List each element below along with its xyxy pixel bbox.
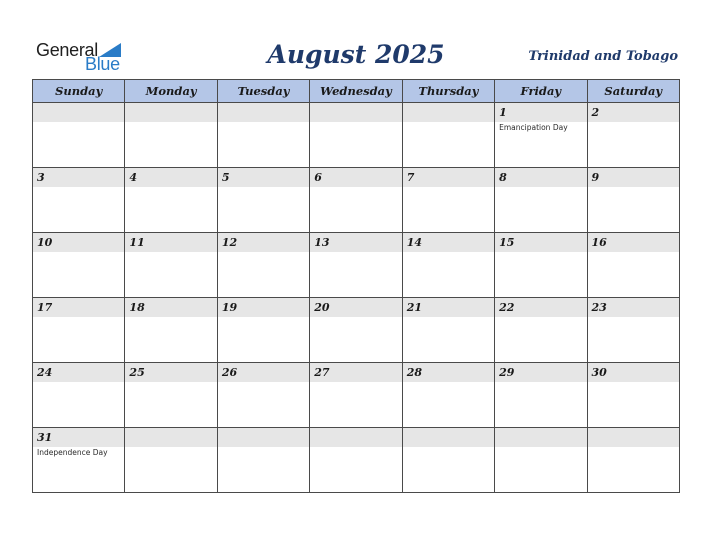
day-number bbox=[310, 103, 401, 122]
weekday-header-row bbox=[33, 80, 680, 103]
holiday-label bbox=[218, 122, 309, 123]
holiday-label bbox=[495, 252, 586, 253]
day-cell bbox=[33, 298, 125, 363]
holiday-label bbox=[495, 187, 586, 188]
day-cell bbox=[125, 363, 217, 428]
day-number: 24 bbox=[33, 363, 124, 382]
weekday-saturday: Saturday bbox=[587, 80, 679, 103]
holiday-label bbox=[218, 447, 309, 448]
day-number: 27 bbox=[310, 363, 401, 382]
day-cell bbox=[495, 233, 587, 298]
weekday-tuesday: Tuesday bbox=[217, 80, 309, 103]
day-number: 17 bbox=[33, 298, 124, 317]
holiday-label bbox=[33, 252, 124, 253]
day-cell bbox=[217, 428, 309, 493]
holiday-label bbox=[310, 447, 401, 448]
weekday-friday: Friday bbox=[495, 80, 587, 103]
holiday-label bbox=[33, 122, 124, 123]
day-number: 5 bbox=[218, 168, 309, 187]
day-cell bbox=[125, 428, 217, 493]
day-number: 2 bbox=[588, 103, 679, 122]
holiday-label bbox=[403, 122, 494, 123]
day-cell bbox=[217, 168, 309, 233]
day-cell bbox=[587, 233, 679, 298]
day-cell bbox=[33, 168, 125, 233]
day-number: 9 bbox=[588, 168, 679, 187]
holiday-label bbox=[218, 187, 309, 188]
day-number: 28 bbox=[403, 363, 494, 382]
day-cell bbox=[125, 103, 217, 168]
holiday-label bbox=[33, 187, 124, 188]
day-cell bbox=[125, 298, 217, 363]
day-number: 29 bbox=[495, 363, 586, 382]
day-number: 23 bbox=[588, 298, 679, 317]
holiday-label: Emancipation Day bbox=[499, 123, 568, 132]
logo-text-general: General bbox=[36, 40, 98, 60]
day-number bbox=[403, 103, 494, 122]
week-row bbox=[33, 298, 680, 363]
day-number: 20 bbox=[310, 298, 401, 317]
holiday-label bbox=[310, 382, 401, 383]
day-number bbox=[125, 428, 216, 447]
country-name: Trinidad and Tobago bbox=[528, 49, 678, 64]
holiday-label bbox=[403, 382, 494, 383]
day-cell bbox=[402, 103, 494, 168]
holiday-label bbox=[310, 317, 401, 318]
day-cell bbox=[310, 363, 402, 428]
day-number: 30 bbox=[588, 363, 679, 382]
holiday-label: Independence Day bbox=[37, 448, 108, 457]
day-number: 6 bbox=[310, 168, 401, 187]
day-number: 14 bbox=[403, 233, 494, 252]
day-number: 19 bbox=[218, 298, 309, 317]
day-number: 8 bbox=[495, 168, 586, 187]
day-cell bbox=[310, 298, 402, 363]
holiday-label bbox=[403, 187, 494, 188]
day-cell bbox=[587, 168, 679, 233]
day-cell bbox=[495, 298, 587, 363]
week-row bbox=[33, 233, 680, 298]
day-number: 25 bbox=[125, 363, 216, 382]
weekday-thursday: Thursday bbox=[402, 80, 494, 103]
holiday-label bbox=[310, 252, 401, 253]
week-row bbox=[33, 363, 680, 428]
holiday-label bbox=[125, 447, 216, 448]
weekday-sunday: Sunday bbox=[33, 80, 125, 103]
day-cell bbox=[125, 233, 217, 298]
day-cell bbox=[495, 363, 587, 428]
day-number: 18 bbox=[125, 298, 216, 317]
holiday-label bbox=[310, 122, 401, 123]
holiday-label bbox=[588, 317, 679, 318]
day-cell bbox=[33, 363, 125, 428]
day-cell bbox=[587, 363, 679, 428]
day-number: 10 bbox=[33, 233, 124, 252]
day-number: 15 bbox=[495, 233, 586, 252]
day-cell bbox=[587, 298, 679, 363]
day-cell bbox=[125, 168, 217, 233]
holiday-label bbox=[125, 317, 216, 318]
day-cell bbox=[217, 103, 309, 168]
day-number: 4 bbox=[125, 168, 216, 187]
holiday-label bbox=[495, 447, 586, 448]
holiday-label bbox=[495, 317, 586, 318]
day-cell bbox=[587, 103, 679, 168]
week-row bbox=[33, 168, 680, 233]
holiday-label bbox=[125, 122, 216, 123]
holiday-label bbox=[33, 382, 124, 383]
day-cell bbox=[33, 233, 125, 298]
holiday-label bbox=[218, 317, 309, 318]
weekday-wednesday: Wednesday bbox=[310, 80, 402, 103]
holiday-label bbox=[403, 447, 494, 448]
weekday-monday: Monday bbox=[125, 80, 217, 103]
holiday-label bbox=[218, 382, 309, 383]
holiday-label bbox=[218, 252, 309, 253]
day-cell bbox=[402, 298, 494, 363]
week-row bbox=[33, 103, 680, 168]
calendar-grid bbox=[32, 79, 680, 493]
week-row bbox=[33, 428, 680, 493]
day-number bbox=[218, 428, 309, 447]
day-number: 22 bbox=[495, 298, 586, 317]
day-number: 11 bbox=[125, 233, 216, 252]
day-number: 16 bbox=[588, 233, 679, 252]
day-number bbox=[588, 428, 679, 447]
day-cell bbox=[217, 233, 309, 298]
day-number bbox=[310, 428, 401, 447]
day-number bbox=[495, 428, 586, 447]
day-cell bbox=[33, 103, 125, 168]
day-cell bbox=[310, 168, 402, 233]
day-cell bbox=[495, 168, 587, 233]
day-number bbox=[218, 103, 309, 122]
day-cell bbox=[587, 428, 679, 493]
day-number bbox=[125, 103, 216, 122]
day-cell bbox=[310, 233, 402, 298]
day-number bbox=[33, 103, 124, 122]
month-title: August 2025 bbox=[267, 40, 445, 69]
holiday-label bbox=[125, 187, 216, 188]
holiday-label bbox=[495, 382, 586, 383]
holiday-label bbox=[588, 122, 679, 123]
holiday-label bbox=[588, 252, 679, 253]
day-number: 31 bbox=[33, 428, 124, 447]
holiday-label bbox=[588, 382, 679, 383]
day-number: 3 bbox=[33, 168, 124, 187]
holiday-label bbox=[403, 252, 494, 253]
holiday-label bbox=[588, 187, 679, 188]
day-number: 7 bbox=[403, 168, 494, 187]
day-cell bbox=[402, 168, 494, 233]
holiday-label bbox=[125, 252, 216, 253]
day-cell bbox=[402, 363, 494, 428]
day-number: 12 bbox=[218, 233, 309, 252]
holiday-label bbox=[310, 187, 401, 188]
day-cell bbox=[310, 428, 402, 493]
day-cell bbox=[217, 298, 309, 363]
holiday-label bbox=[588, 447, 679, 448]
day-number: 26 bbox=[218, 363, 309, 382]
holiday-label bbox=[125, 382, 216, 383]
logo-text-blue: Blue bbox=[85, 54, 120, 74]
day-cell bbox=[217, 363, 309, 428]
day-number: 1 bbox=[495, 103, 586, 122]
day-cell bbox=[495, 428, 587, 493]
day-cell bbox=[310, 103, 402, 168]
day-cell bbox=[33, 428, 125, 493]
generalblue-logo bbox=[36, 38, 136, 74]
holiday-label bbox=[33, 317, 124, 318]
day-cell bbox=[402, 233, 494, 298]
day-number: 13 bbox=[310, 233, 401, 252]
day-cell bbox=[495, 103, 587, 168]
day-cell bbox=[402, 428, 494, 493]
day-number bbox=[403, 428, 494, 447]
day-number: 21 bbox=[403, 298, 494, 317]
holiday-label bbox=[403, 317, 494, 318]
